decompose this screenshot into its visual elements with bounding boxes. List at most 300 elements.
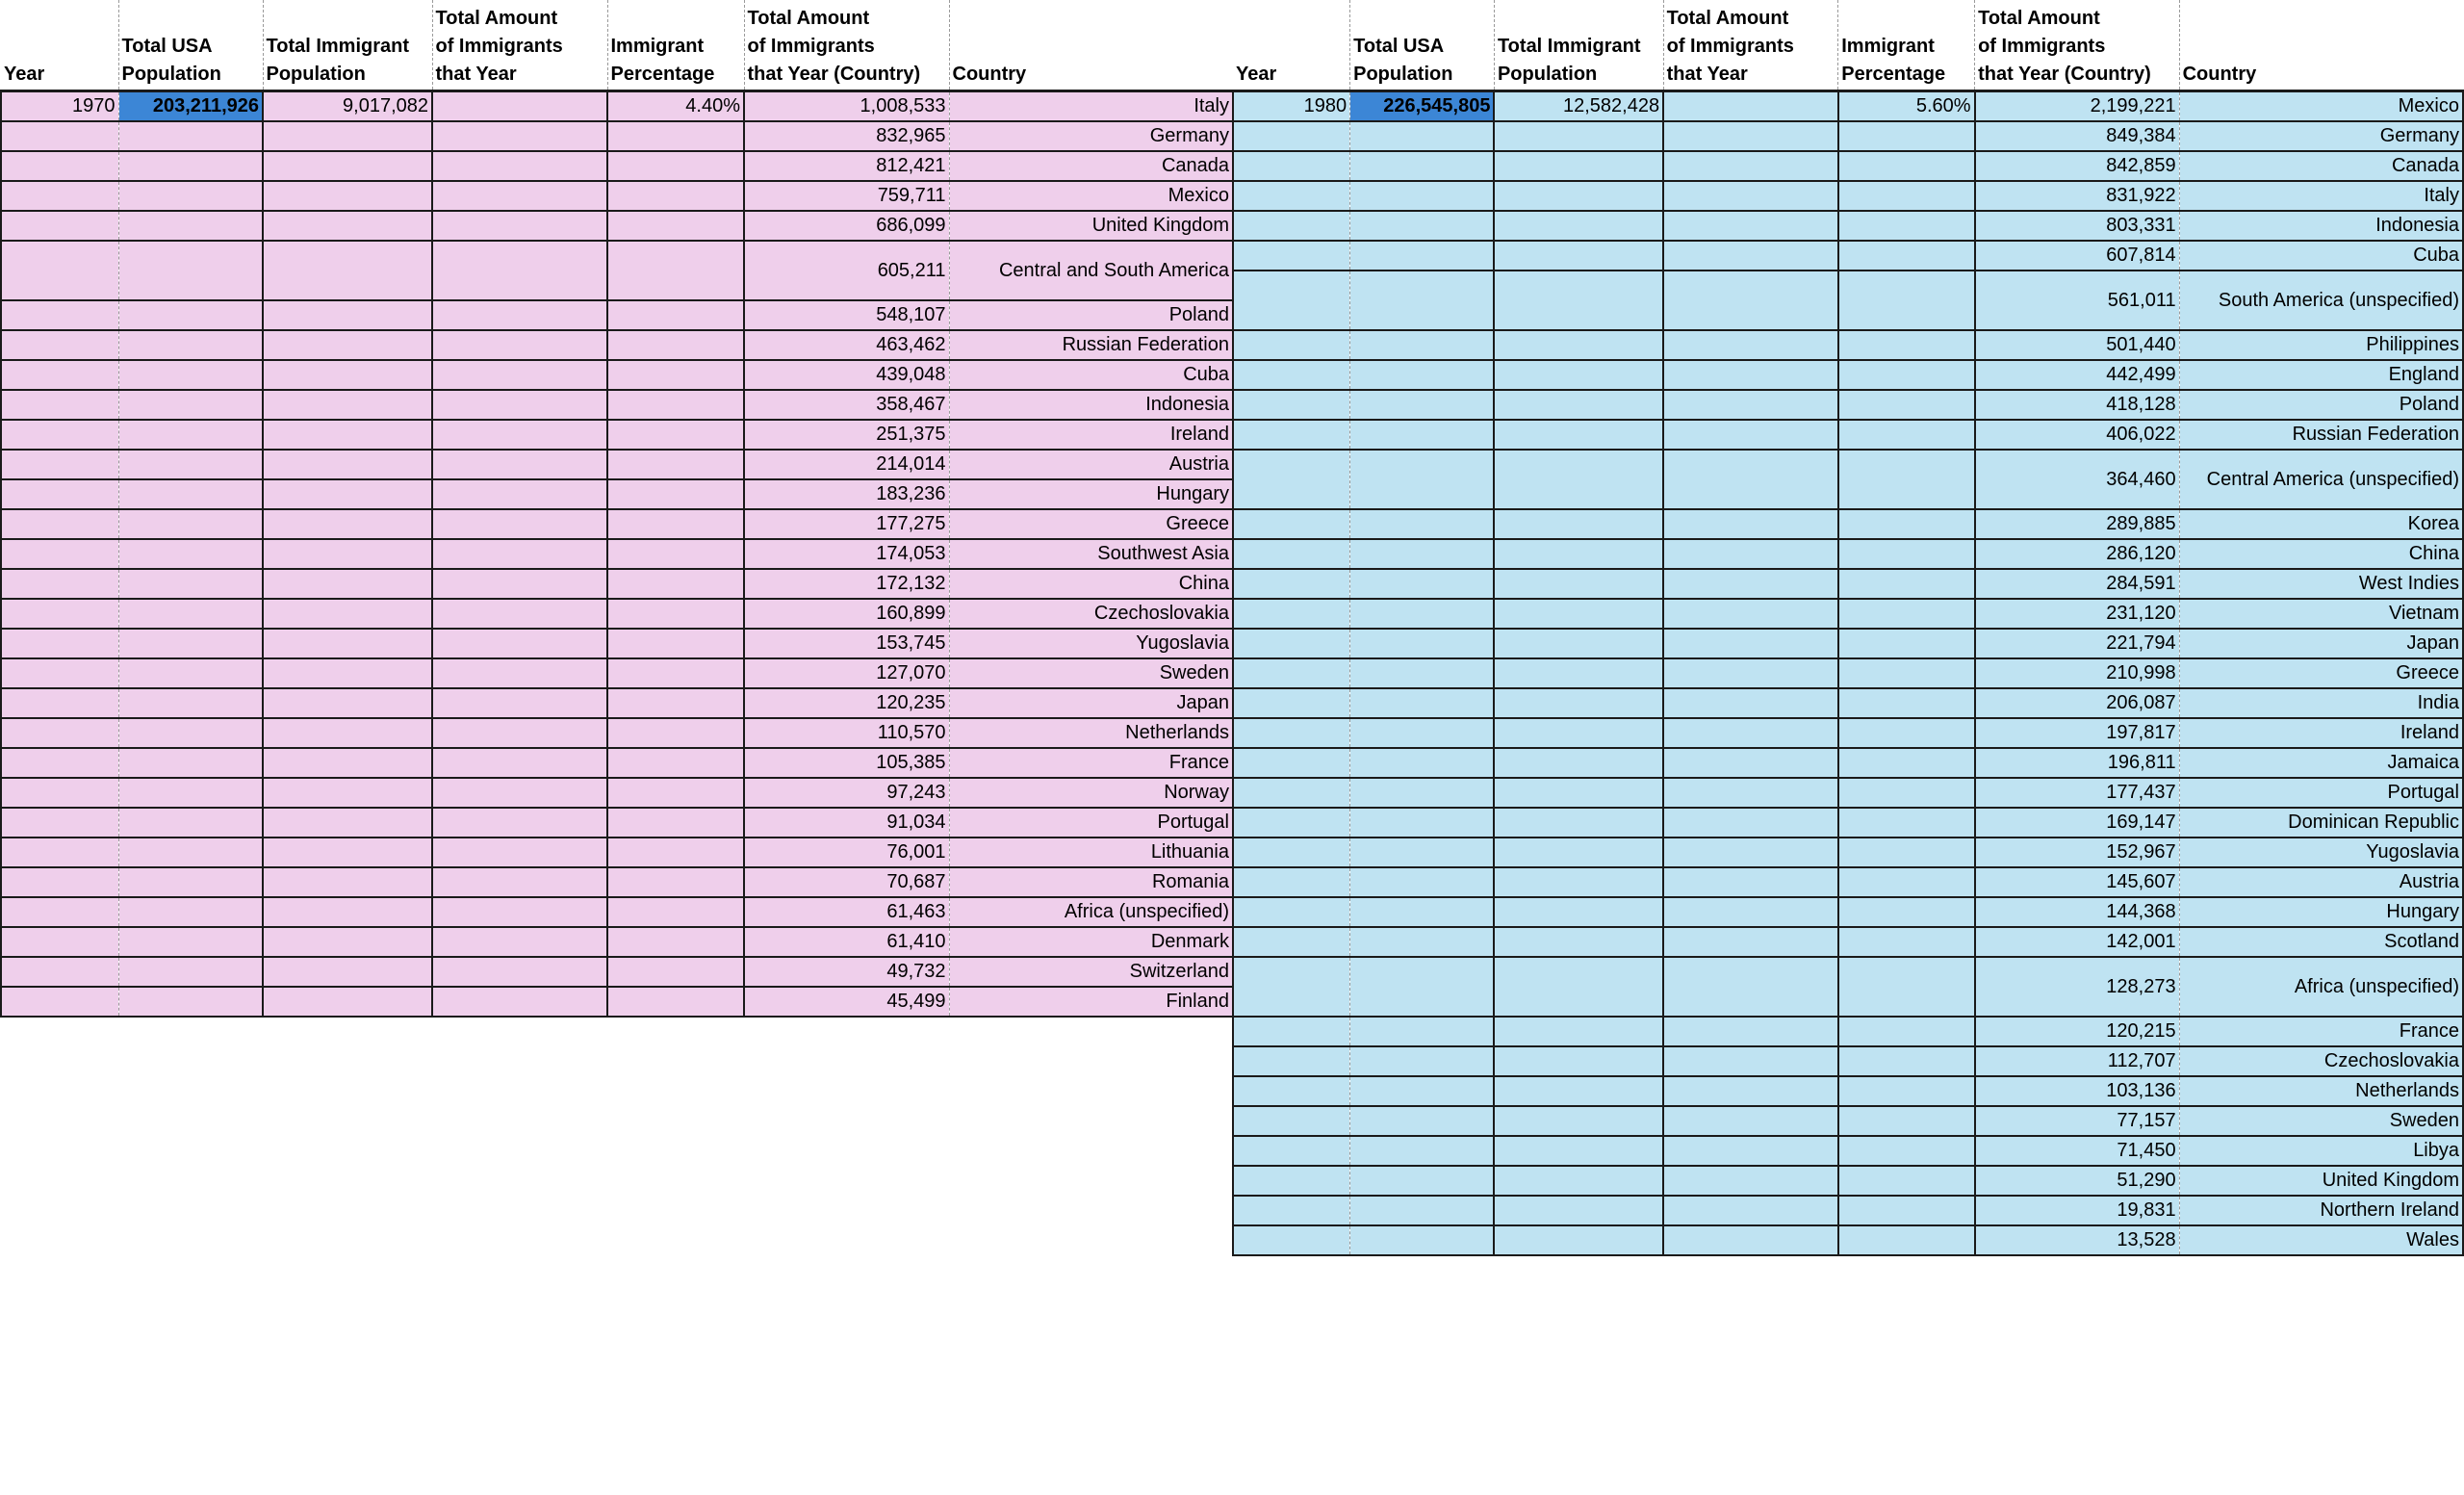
cell-immigrant-amount[interactable]: 172,132 <box>744 569 949 599</box>
cell-total-immigrant-population[interactable] <box>263 897 432 927</box>
cell-country[interactable]: Yugoslavia <box>2179 838 2463 867</box>
cell-country[interactable]: Norway <box>949 778 1233 808</box>
cell-total-usa-population[interactable] <box>118 211 263 241</box>
cell-total-immigrants-that-year[interactable] <box>1663 539 1838 569</box>
cell-total-immigrant-population[interactable] <box>1494 1225 1663 1255</box>
cell-immigrant-percentage[interactable] <box>1838 1166 1975 1196</box>
cell-total-usa-population[interactable] <box>118 629 263 658</box>
cell-total-immigrant-population[interactable] <box>263 599 432 629</box>
cell-total-immigrants-that-year[interactable] <box>1663 390 1838 420</box>
cell-immigrant-amount[interactable]: 849,384 <box>1975 121 2179 151</box>
cell-total-immigrant-population[interactable] <box>1494 1136 1663 1166</box>
cell-immigrant-amount[interactable]: 77,157 <box>1975 1106 2179 1136</box>
cell-immigrant-amount[interactable]: 105,385 <box>744 748 949 778</box>
header-year[interactable]: Year <box>1233 0 1350 91</box>
cell-total-immigrants-that-year[interactable] <box>1663 330 1838 360</box>
cell-immigrant-percentage[interactable] <box>1838 1106 1975 1136</box>
cell-immigrant-amount[interactable]: 120,215 <box>1975 1017 2179 1046</box>
cell-country[interactable]: Czechoslovakia <box>2179 1046 2463 1076</box>
cell-total-immigrants-that-year[interactable] <box>1663 629 1838 658</box>
cell-immigrant-percentage[interactable] <box>1838 271 1975 330</box>
cell-immigrant-percentage[interactable] <box>607 390 744 420</box>
cell-country[interactable]: Portugal <box>2179 778 2463 808</box>
cell-country[interactable]: Netherlands <box>949 718 1233 748</box>
cell-immigrant-percentage[interactable] <box>1838 450 1975 509</box>
cell-immigrant-amount[interactable]: 442,499 <box>1975 360 2179 390</box>
header-year[interactable]: Year <box>1 0 118 91</box>
cell-year[interactable] <box>1233 360 1350 390</box>
cell-year[interactable] <box>1233 957 1350 1017</box>
cell-total-immigrants-that-year[interactable] <box>432 479 607 509</box>
cell-total-usa-population[interactable] <box>118 897 263 927</box>
cell-total-immigrant-population[interactable] <box>263 658 432 688</box>
cell-total-usa-population[interactable] <box>118 420 263 450</box>
cell-total-usa-population[interactable] <box>118 300 263 330</box>
cell-immigrant-amount[interactable]: 501,440 <box>1975 330 2179 360</box>
cell-immigrant-percentage[interactable] <box>607 479 744 509</box>
cell-country[interactable]: Greece <box>2179 658 2463 688</box>
cell-total-immigrant-population[interactable] <box>263 808 432 838</box>
cell-total-immigrant-population[interactable] <box>1494 241 1663 271</box>
cell-country[interactable]: China <box>949 569 1233 599</box>
cell-total-usa-population[interactable] <box>118 867 263 897</box>
cell-immigrant-amount[interactable]: 177,275 <box>744 509 949 539</box>
cell-country[interactable]: Ireland <box>2179 718 2463 748</box>
cell-total-immigrant-population[interactable] <box>1494 121 1663 151</box>
cell-country[interactable]: Russian Federation <box>949 330 1233 360</box>
cell-immigrant-percentage[interactable] <box>1838 539 1975 569</box>
cell-total-immigrants-that-year[interactable] <box>1663 1076 1838 1106</box>
cell-total-immigrants-that-year[interactable] <box>1663 271 1838 330</box>
header-country[interactable]: Country <box>949 0 1233 91</box>
cell-country[interactable]: Lithuania <box>949 838 1233 867</box>
cell-total-immigrants-that-year[interactable] <box>432 688 607 718</box>
cell-immigrant-percentage[interactable] <box>607 927 744 957</box>
cell-country[interactable]: Libya <box>2179 1136 2463 1166</box>
cell-immigrant-percentage[interactable] <box>607 838 744 867</box>
cell-total-immigrants-that-year[interactable] <box>432 838 607 867</box>
cell-total-usa-population[interactable] <box>1350 211 1495 241</box>
cell-total-immigrants-that-year[interactable] <box>1663 897 1838 927</box>
cell-year[interactable]: 1980 <box>1233 91 1350 122</box>
cell-total-immigrant-population[interactable] <box>1494 539 1663 569</box>
cell-year[interactable] <box>1233 808 1350 838</box>
cell-immigrant-amount[interactable]: 605,211 <box>744 241 949 300</box>
cell-total-immigrant-population[interactable] <box>263 569 432 599</box>
cell-immigrant-amount[interactable]: 110,570 <box>744 718 949 748</box>
cell-country[interactable]: Ireland <box>949 420 1233 450</box>
cell-immigrant-amount[interactable]: 439,048 <box>744 360 949 390</box>
cell-year[interactable] <box>1233 629 1350 658</box>
cell-total-immigrants-that-year[interactable] <box>1663 867 1838 897</box>
cell-year[interactable] <box>1 360 118 390</box>
cell-year[interactable] <box>1 151 118 181</box>
cell-total-immigrants-that-year[interactable] <box>1663 658 1838 688</box>
cell-country[interactable]: Germany <box>2179 121 2463 151</box>
cell-immigrant-amount[interactable]: 364,460 <box>1975 450 2179 509</box>
cell-immigrant-amount[interactable]: 418,128 <box>1975 390 2179 420</box>
header-total-immigrants-that-year[interactable]: Total Amount of Immigrants that Year <box>432 0 607 91</box>
cell-total-usa-population[interactable] <box>1350 957 1495 1017</box>
cell-total-usa-population[interactable] <box>1350 181 1495 211</box>
cell-total-immigrants-that-year[interactable] <box>1663 509 1838 539</box>
cell-year[interactable] <box>1 838 118 867</box>
cell-immigrant-percentage[interactable] <box>607 718 744 748</box>
cell-year[interactable] <box>1233 1196 1350 1225</box>
cell-total-immigrants-that-year[interactable] <box>1663 1106 1838 1136</box>
cell-total-immigrants-that-year[interactable] <box>1663 1225 1838 1255</box>
cell-immigrant-amount[interactable]: 463,462 <box>744 330 949 360</box>
cell-total-usa-population[interactable] <box>1350 718 1495 748</box>
cell-immigrant-amount[interactable]: 251,375 <box>744 420 949 450</box>
cell-immigrant-percentage[interactable] <box>607 360 744 390</box>
cell-total-immigrant-population[interactable] <box>1494 778 1663 808</box>
cell-immigrant-amount[interactable]: 231,120 <box>1975 599 2179 629</box>
cell-total-usa-population[interactable] <box>1350 390 1495 420</box>
cell-total-usa-population[interactable] <box>1350 1196 1495 1225</box>
cell-year[interactable] <box>1 300 118 330</box>
cell-immigrant-percentage[interactable] <box>607 629 744 658</box>
cell-total-usa-population[interactable] <box>118 181 263 211</box>
cell-immigrant-amount[interactable]: 152,967 <box>1975 838 2179 867</box>
cell-immigrant-percentage[interactable] <box>1838 927 1975 957</box>
cell-total-immigrants-that-year[interactable] <box>432 450 607 479</box>
cell-total-usa-population[interactable] <box>118 450 263 479</box>
cell-total-immigrants-that-year[interactable] <box>432 300 607 330</box>
cell-total-immigrants-that-year[interactable] <box>1663 927 1838 957</box>
cell-total-immigrants-that-year[interactable] <box>1663 1046 1838 1076</box>
cell-immigrant-percentage[interactable] <box>1838 1076 1975 1106</box>
cell-total-immigrant-population[interactable] <box>263 241 432 300</box>
cell-country[interactable]: United Kingdom <box>949 211 1233 241</box>
cell-total-immigrants-that-year[interactable] <box>1663 778 1838 808</box>
cell-immigrant-percentage[interactable] <box>607 300 744 330</box>
cell-year[interactable] <box>1 867 118 897</box>
cell-country[interactable]: Philippines <box>2179 330 2463 360</box>
cell-country[interactable]: France <box>949 748 1233 778</box>
cell-country[interactable]: Switzerland <box>949 957 1233 987</box>
cell-immigrant-percentage[interactable] <box>1838 658 1975 688</box>
cell-total-usa-population[interactable]: 226,545,805 <box>1350 91 1495 122</box>
cell-year[interactable] <box>1 420 118 450</box>
cell-year[interactable] <box>1 658 118 688</box>
cell-immigrant-percentage[interactable] <box>1838 1136 1975 1166</box>
cell-total-immigrants-that-year[interactable] <box>1663 121 1838 151</box>
cell-total-immigrant-population[interactable] <box>263 509 432 539</box>
cell-immigrant-amount[interactable]: 686,099 <box>744 211 949 241</box>
cell-total-immigrants-that-year[interactable] <box>1663 599 1838 629</box>
cell-immigrant-amount[interactable]: 49,732 <box>744 957 949 987</box>
cell-year[interactable] <box>1 330 118 360</box>
cell-total-immigrant-population[interactable] <box>263 927 432 957</box>
cell-total-immigrants-that-year[interactable] <box>432 957 607 987</box>
cell-total-immigrant-population[interactable] <box>1494 927 1663 957</box>
cell-country[interactable]: Wales <box>2179 1225 2463 1255</box>
cell-country[interactable]: England <box>2179 360 2463 390</box>
cell-total-usa-population[interactable] <box>118 987 263 1017</box>
cell-total-usa-population[interactable] <box>1350 897 1495 927</box>
cell-country[interactable]: France <box>2179 1017 2463 1046</box>
cell-year[interactable] <box>1233 509 1350 539</box>
cell-country[interactable]: Japan <box>2179 629 2463 658</box>
cell-year[interactable] <box>1 539 118 569</box>
cell-year[interactable] <box>1 390 118 420</box>
cell-immigrant-percentage[interactable] <box>1838 360 1975 390</box>
cell-country[interactable]: Netherlands <box>2179 1076 2463 1106</box>
cell-immigrant-amount[interactable]: 842,859 <box>1975 151 2179 181</box>
cell-immigrant-percentage[interactable] <box>1838 151 1975 181</box>
cell-immigrant-amount[interactable]: 103,136 <box>1975 1076 2179 1106</box>
cell-total-usa-population[interactable] <box>1350 360 1495 390</box>
cell-immigrant-percentage[interactable] <box>1838 957 1975 1017</box>
cell-immigrant-amount[interactable]: 177,437 <box>1975 778 2179 808</box>
cell-total-immigrant-population[interactable] <box>1494 599 1663 629</box>
cell-total-immigrants-that-year[interactable] <box>432 151 607 181</box>
cell-country[interactable]: Poland <box>2179 390 2463 420</box>
cell-total-immigrant-population[interactable] <box>263 838 432 867</box>
cell-year[interactable] <box>1 121 118 151</box>
cell-immigrant-amount[interactable]: 45,499 <box>744 987 949 1017</box>
cell-immigrant-amount[interactable]: 120,235 <box>744 688 949 718</box>
cell-total-usa-population[interactable] <box>1350 509 1495 539</box>
cell-total-immigrants-that-year[interactable] <box>432 121 607 151</box>
cell-year[interactable] <box>1233 1225 1350 1255</box>
cell-total-immigrants-that-year[interactable] <box>1663 241 1838 271</box>
header-total-usa-population[interactable]: Total USA Population <box>118 0 263 91</box>
cell-immigrant-percentage[interactable] <box>607 211 744 241</box>
cell-total-immigrants-that-year[interactable] <box>1663 181 1838 211</box>
cell-total-usa-population[interactable] <box>1350 599 1495 629</box>
cell-total-immigrants-that-year[interactable] <box>432 330 607 360</box>
cell-total-immigrant-population[interactable]: 12,582,428 <box>1494 91 1663 122</box>
cell-total-immigrants-that-year[interactable] <box>432 658 607 688</box>
cell-year[interactable] <box>1233 658 1350 688</box>
cell-immigrant-percentage[interactable] <box>1838 838 1975 867</box>
cell-total-immigrants-that-year[interactable] <box>1663 1166 1838 1196</box>
cell-immigrant-amount[interactable]: 832,965 <box>744 121 949 151</box>
cell-country[interactable]: Italy <box>949 91 1233 122</box>
cell-country[interactable]: Indonesia <box>2179 211 2463 241</box>
cell-total-immigrants-that-year[interactable] <box>432 867 607 897</box>
cell-total-immigrant-population[interactable] <box>1494 1046 1663 1076</box>
cell-total-usa-population[interactable] <box>118 778 263 808</box>
cell-immigrant-amount[interactable]: 214,014 <box>744 450 949 479</box>
cell-country[interactable]: Austria <box>2179 867 2463 897</box>
cell-total-immigrants-that-year[interactable] <box>1663 1017 1838 1046</box>
cell-total-immigrant-population[interactable] <box>1494 838 1663 867</box>
cell-country[interactable]: China <box>2179 539 2463 569</box>
cell-total-usa-population[interactable] <box>1350 1225 1495 1255</box>
cell-immigrant-percentage[interactable]: 4.40% <box>607 91 744 122</box>
cell-year[interactable] <box>1 957 118 987</box>
cell-immigrant-percentage[interactable] <box>607 539 744 569</box>
cell-total-immigrants-that-year[interactable] <box>432 569 607 599</box>
cell-total-usa-population[interactable] <box>1350 1076 1495 1106</box>
cell-immigrant-percentage[interactable] <box>607 688 744 718</box>
cell-total-immigrants-that-year[interactable] <box>432 241 607 300</box>
cell-total-usa-population[interactable] <box>118 957 263 987</box>
cell-country[interactable]: Central and South America <box>949 241 1233 300</box>
cell-immigrant-amount[interactable]: 91,034 <box>744 808 949 838</box>
cell-total-immigrants-that-year[interactable] <box>1663 748 1838 778</box>
header-total-usa-population[interactable]: Total USA Population <box>1350 0 1495 91</box>
cell-total-immigrant-population[interactable] <box>263 539 432 569</box>
cell-country[interactable]: India <box>2179 688 2463 718</box>
cell-total-immigrant-population[interactable] <box>263 390 432 420</box>
cell-total-immigrant-population[interactable] <box>1494 1196 1663 1225</box>
cell-immigrant-amount[interactable]: 174,053 <box>744 539 949 569</box>
cell-total-usa-population[interactable] <box>1350 629 1495 658</box>
cell-year[interactable] <box>1233 211 1350 241</box>
cell-total-immigrants-that-year[interactable] <box>1663 688 1838 718</box>
cell-immigrant-amount[interactable]: 51,290 <box>1975 1166 2179 1196</box>
cell-country[interactable]: Germany <box>949 121 1233 151</box>
cell-year[interactable] <box>1 748 118 778</box>
cell-immigrant-percentage[interactable] <box>607 330 744 360</box>
cell-year[interactable] <box>1 778 118 808</box>
cell-immigrant-percentage[interactable] <box>607 420 744 450</box>
header-immigrant-percentage[interactable]: Immigrant Percentage <box>607 0 744 91</box>
cell-total-usa-population[interactable] <box>1350 838 1495 867</box>
cell-immigrant-percentage[interactable] <box>1838 241 1975 271</box>
cell-total-immigrant-population[interactable] <box>1494 1076 1663 1106</box>
cell-country[interactable]: Portugal <box>949 808 1233 838</box>
cell-immigrant-amount[interactable]: 145,607 <box>1975 867 2179 897</box>
cell-immigrant-amount[interactable]: 206,087 <box>1975 688 2179 718</box>
cell-year[interactable] <box>1233 1136 1350 1166</box>
cell-total-immigrant-population[interactable] <box>263 121 432 151</box>
cell-immigrant-amount[interactable]: 286,120 <box>1975 539 2179 569</box>
cell-country[interactable]: Sweden <box>949 658 1233 688</box>
cell-immigrant-amount[interactable]: 127,070 <box>744 658 949 688</box>
cell-total-usa-population[interactable] <box>1350 927 1495 957</box>
cell-immigrant-amount[interactable]: 831,922 <box>1975 181 2179 211</box>
cell-immigrant-amount[interactable]: 2,199,221 <box>1975 91 2179 122</box>
cell-total-immigrant-population[interactable] <box>263 300 432 330</box>
cell-year[interactable] <box>1233 718 1350 748</box>
cell-year[interactable] <box>1233 420 1350 450</box>
cell-country[interactable]: Indonesia <box>949 390 1233 420</box>
cell-immigrant-amount[interactable]: 210,998 <box>1975 658 2179 688</box>
cell-immigrant-amount[interactable]: 196,811 <box>1975 748 2179 778</box>
cell-immigrant-percentage[interactable] <box>1838 688 1975 718</box>
header-immigrants-by-country[interactable]: Total Amount of Immigrants that Year (Country) <box>1975 0 2179 91</box>
cell-country[interactable]: Mexico <box>2179 91 2463 122</box>
cell-country[interactable]: Austria <box>949 450 1233 479</box>
cell-total-usa-population[interactable] <box>118 330 263 360</box>
cell-total-immigrant-population[interactable] <box>263 957 432 987</box>
cell-country[interactable]: Africa (unspecified) <box>2179 957 2463 1017</box>
cell-total-immigrant-population[interactable] <box>263 778 432 808</box>
cell-total-usa-population[interactable] <box>118 360 263 390</box>
cell-country[interactable]: Japan <box>949 688 1233 718</box>
cell-year[interactable] <box>1233 838 1350 867</box>
cell-total-usa-population[interactable] <box>118 927 263 957</box>
cell-immigrant-percentage[interactable] <box>1838 390 1975 420</box>
cell-total-immigrant-population[interactable] <box>1494 718 1663 748</box>
cell-total-usa-population[interactable] <box>1350 778 1495 808</box>
cell-year[interactable] <box>1233 271 1350 330</box>
cell-total-immigrants-that-year[interactable] <box>432 629 607 658</box>
cell-immigrant-amount[interactable]: 97,243 <box>744 778 949 808</box>
cell-country[interactable]: South America (unspecified) <box>2179 271 2463 330</box>
cell-immigrant-percentage[interactable] <box>1838 181 1975 211</box>
cell-total-usa-population[interactable] <box>1350 1017 1495 1046</box>
cell-total-immigrant-population[interactable] <box>1494 271 1663 330</box>
cell-total-immigrant-population[interactable] <box>263 360 432 390</box>
cell-year[interactable] <box>1 808 118 838</box>
cell-total-usa-population[interactable] <box>118 569 263 599</box>
cell-country[interactable]: Italy <box>2179 181 2463 211</box>
cell-total-usa-population[interactable] <box>1350 1136 1495 1166</box>
cell-immigrant-percentage[interactable] <box>1838 121 1975 151</box>
cell-total-immigrants-that-year[interactable] <box>1663 420 1838 450</box>
cell-country[interactable]: Romania <box>949 867 1233 897</box>
cell-year[interactable] <box>1233 1076 1350 1106</box>
cell-total-immigrant-population[interactable] <box>1494 897 1663 927</box>
cell-total-immigrants-that-year[interactable] <box>1663 838 1838 867</box>
cell-immigrant-percentage[interactable] <box>1838 808 1975 838</box>
cell-immigrant-percentage[interactable] <box>607 987 744 1017</box>
cell-total-immigrant-population[interactable] <box>1494 658 1663 688</box>
cell-country[interactable]: Vietnam <box>2179 599 2463 629</box>
cell-year[interactable] <box>1233 539 1350 569</box>
cell-immigrant-amount[interactable]: 71,450 <box>1975 1136 2179 1166</box>
cell-total-usa-population[interactable] <box>1350 688 1495 718</box>
cell-country[interactable]: Hungary <box>2179 897 2463 927</box>
cell-country[interactable]: Africa (unspecified) <box>949 897 1233 927</box>
cell-total-immigrant-population[interactable] <box>263 987 432 1017</box>
cell-total-immigrants-that-year[interactable] <box>1663 808 1838 838</box>
cell-total-immigrant-population[interactable] <box>263 211 432 241</box>
cell-total-usa-population[interactable] <box>118 241 263 300</box>
cell-total-immigrant-population[interactable] <box>1494 360 1663 390</box>
cell-immigrant-amount[interactable]: 183,236 <box>744 479 949 509</box>
cell-total-usa-population[interactable] <box>1350 539 1495 569</box>
cell-year[interactable] <box>1 509 118 539</box>
cell-country[interactable]: West Indies <box>2179 569 2463 599</box>
cell-country[interactable]: Dominican Republic <box>2179 808 2463 838</box>
cell-total-immigrant-population[interactable] <box>263 450 432 479</box>
cell-immigrant-amount[interactable]: 76,001 <box>744 838 949 867</box>
cell-total-immigrant-population[interactable]: 9,017,082 <box>263 91 432 122</box>
cell-immigrant-percentage[interactable] <box>607 778 744 808</box>
cell-immigrant-percentage[interactable] <box>607 957 744 987</box>
cell-total-immigrants-that-year[interactable] <box>432 390 607 420</box>
cell-total-immigrant-population[interactable] <box>263 151 432 181</box>
cell-total-usa-population[interactable] <box>118 658 263 688</box>
cell-immigrant-percentage[interactable] <box>607 450 744 479</box>
cell-immigrant-amount[interactable]: 284,591 <box>1975 569 2179 599</box>
cell-year[interactable] <box>1 599 118 629</box>
cell-total-usa-population[interactable] <box>1350 1106 1495 1136</box>
cell-total-immigrants-that-year[interactable] <box>432 91 607 122</box>
cell-total-immigrants-that-year[interactable] <box>1663 718 1838 748</box>
cell-immigrant-amount[interactable]: 803,331 <box>1975 211 2179 241</box>
cell-year[interactable] <box>1233 897 1350 927</box>
cell-immigrant-percentage[interactable] <box>1838 330 1975 360</box>
cell-total-usa-population[interactable] <box>1350 1166 1495 1196</box>
cell-immigrant-percentage[interactable] <box>1838 1046 1975 1076</box>
cell-immigrant-amount[interactable]: 153,745 <box>744 629 949 658</box>
cell-country[interactable]: Canada <box>2179 151 2463 181</box>
cell-total-usa-population[interactable] <box>118 599 263 629</box>
cell-total-usa-population[interactable] <box>118 748 263 778</box>
cell-total-immigrant-population[interactable] <box>263 330 432 360</box>
cell-country[interactable]: Mexico <box>949 181 1233 211</box>
cell-immigrant-percentage[interactable] <box>1838 1017 1975 1046</box>
cell-immigrant-percentage[interactable] <box>1838 1225 1975 1255</box>
